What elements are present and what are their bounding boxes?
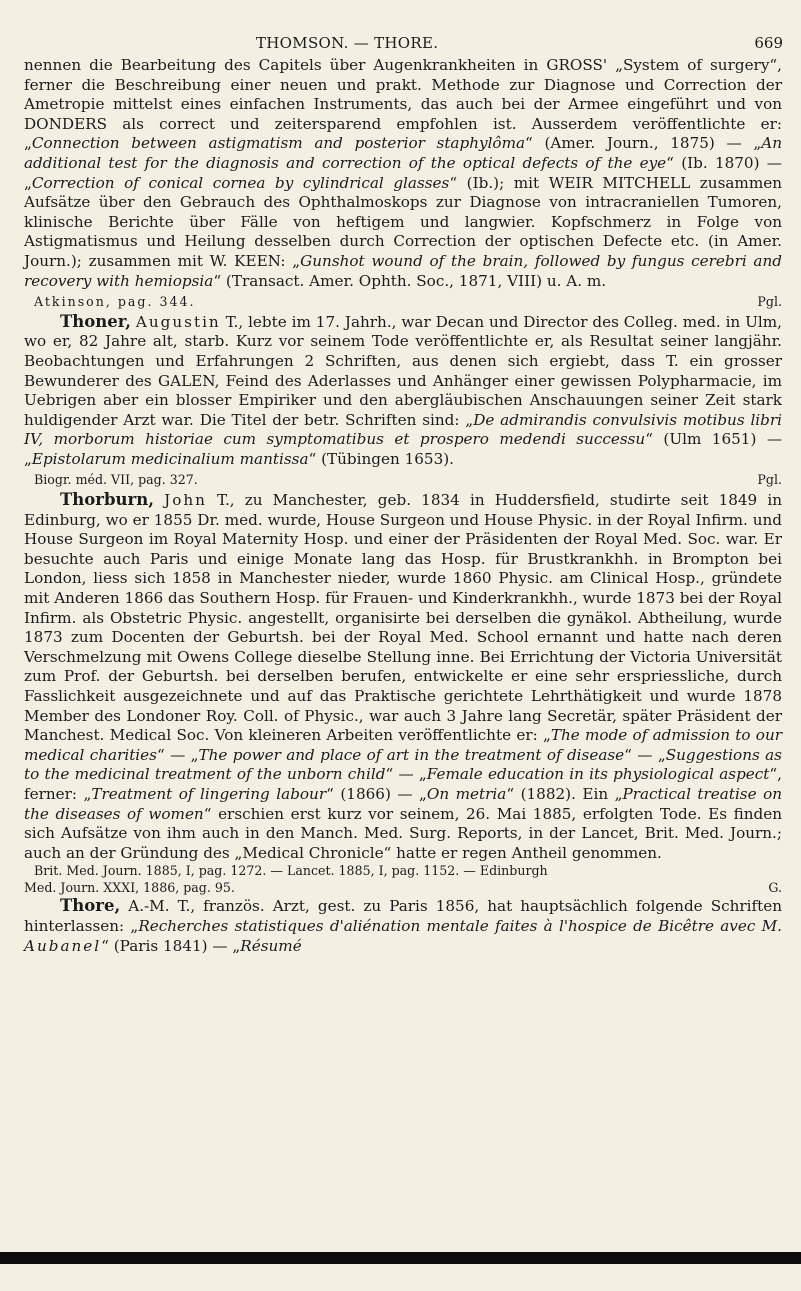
text-run: “ (Ulm 1651) — „ (24, 430, 783, 468)
entry-headword: Thorburn, (60, 490, 154, 510)
source-reference: Atkinson, pag. 344. (34, 294, 196, 310)
text-run: “ (1866) — „ (326, 784, 427, 803)
reference-line (24, 880, 782, 897)
text-run: “ (Tübingen 1653). (308, 449, 455, 468)
author-initials: Pgl. (757, 294, 782, 310)
title-italic: Practical treatise on the diseases of women (24, 784, 782, 823)
text-run: “ erschien erst kurz vor seinem, 26. Mai 1885, erfolgten Tode. Es finden sich Aufsätze von ihm auch in den Manch. Med. Surg. Reports, in der Lancet, Brit. Med. Journ.; auch an der Gründung des „Medical Chronicle“ hatte er regen Antheil genommen. (24, 804, 782, 862)
title-italic: On metria (426, 784, 507, 803)
entry-thorburn (24, 490, 782, 863)
text-run: “ — „ (385, 765, 427, 784)
running-head (0, 28, 801, 54)
title-italic: De admirandis convulsivis motibus libri IV, morborum historiae cum symptomatibus et prospero medendi successu (24, 410, 782, 449)
title-italic: Suggestions as to the medicinal treatment of the unborn child (24, 745, 782, 784)
text-run: T., zu Manchester, geb. 1834 in Huddersfield, studirte seit 1849 in Edinburg, wo er 1855 Dr. med. wurde, House Surgeon und House Physic. in der Royal Infirm. und House Surgeon im Royal Maternity Hosp. und einer der Präsidenten der Royal Med. Soc. war. Er besuchte auch Paris und einige Monate lang das Hosp. für Brustkrankhh. in Brompton bei London, liess sich 1858 in Manchester nieder, wurde 1860 Physic. am Clinical Hosp., gründete mit Anderen 1866 das Southern Hosp. für Frauen- und Kinderkrankhh., wurde 1873 bei der Royal Infirm. als Obstetric Physic. angestellt, organisirte bei derselben die gynäkol. Abtheilung, wurde 1873 zum Docenten der Geburtsh. bei der Royal Med. School ernannt und hatte nach deren Verschmelzung mit Owens College dieselbe Stellung inne. Bei Errichtung der Victoria Universität zum Prof. der Geburtsh. bei derselben berufen, entwickelte er eine sehr erspriessliche, durch Fasslichkeit ausgezeichnete und auf das Praktische gerichtete Lehrthätigkeit und wurde 1878 Member des Londoner Roy. Coll. of Physic., war auch 3 Jahre lang Secretär, später Präsident der Manchest. Medical Soc. Von kleineren Arbeiten veröffentlichte er: „ (24, 491, 783, 745)
running-title: THOMSON. — THORE. (256, 34, 439, 52)
entry-thoner (24, 312, 782, 470)
entry-given-name: John (164, 491, 207, 510)
source-reference: Biogr. méd. VII, pag. 327. (34, 472, 198, 488)
title-italic-spaced: Aubanel (24, 936, 102, 955)
title-italic: Gunshot wound of the brain, followed by fungus cerebri and recovery with hemiopsia (24, 251, 782, 290)
title-italic: An additional test for the diagnosis and correction of the optical defects of the eye (24, 134, 782, 172)
entry-headword: Thoner, (60, 311, 132, 331)
page-number: 669 (754, 34, 783, 52)
text-run: nennen die Bearbeitung des Capitels über Augenkrankheiten in GROSS' „System of surgery“, ferner die Beschreibung einer neuen und prakt. Methode zur Diagnose und Correction der Ametropie mittelst eines einfachen Instruments, das auch bei der Armee eingeführt und von DONDERS als correct und zeitersparend empfohlen ist. Ausserdem veröffentlichte er: „ (24, 56, 782, 153)
title-italic: Connection between astigmatism and posterior staphylôma (31, 134, 526, 153)
author-initials: Pgl. (757, 472, 782, 488)
text-run: “ — „ (156, 745, 199, 764)
text-run: “, ferner: „ (24, 765, 782, 803)
title-italic: Female education in its physiological aspect (426, 765, 770, 784)
entry-thore (24, 896, 782, 956)
reference-text: Med. Journ. XXXI, 1886, pag. 95. (24, 879, 235, 895)
entry-given-name: Augustin (135, 312, 221, 331)
title-italic: Epistolarum medicinalium mantissa (31, 449, 309, 468)
text-run: T., lebte im 17. Jahrh., war Decan und Director des Colleg. med. in Ulm, wo er, 82 Jahre alt, starb. Kurz vor seinem Tode veröffentlichte er, als Resultat seiner langjähr. Beobachtungen und Erfahrungen 2 Schriften, aus denen sich ergiebt, dass T. ein grosser Bewunderer des GALEN, Feind des Aderlasses und Anhänger einer gewissen Polypharmacie, im Uebrigen aber ein blosser Empiriker und den abergläubischen Anschauungen seiner Zeit stark huldigender Arzt war. Die Titel der betr. Schriften sind: „ (24, 312, 782, 429)
title-italic: Treatment of lingering labour (91, 784, 327, 803)
title-italic: The mode of admission to our medical charities (24, 726, 782, 764)
scan-edge-bar (0, 1252, 801, 1264)
text-run: “ (Ib.); mit WEIR MITCHELL zusammen Aufsätze über den Gebrauch des Ophthalmoskops zur Diagnose von intracraniellen Tumoren, klinische Berichte über Fälle von heftigem und langwier. Kopfschmerz in Folge von Astigmatismus und Heilung desselben durch Correction der optischen Defecte etc. (in Amer. Journ.); zusammen mit W. KEEN: „ (24, 173, 782, 270)
body-text (24, 56, 782, 956)
entry-headword: Thore, (60, 896, 121, 916)
text-run: “ (1882). Ein „ (506, 784, 623, 803)
text-run: “ (Ib. 1870) — „ (24, 153, 782, 192)
text-run: “ (Paris 1841) — „ (101, 936, 241, 955)
text-run: A.-M. T., französ. Arzt, gest. zu Paris 1856, hat hauptsächlich folgende Schriften hinterlassen: „ (24, 897, 782, 935)
title-italic: The power and place of art in the treatment of disease (198, 745, 625, 764)
reference-line: Brit. Med. Journ. 1885, I, pag. 1272. — Lancet. 1885, I, pag. 1152. — Edinburgh (34, 863, 548, 879)
entry-thomson-continued (24, 56, 782, 291)
signature-line (24, 292, 782, 312)
signature-line (24, 470, 782, 490)
title-italic: Correction of conical cornea by cylindrical glasses (31, 173, 450, 192)
text-run: “ — „ (624, 745, 666, 764)
text-run: “ (Amer. Journ., 1875) — „ (525, 134, 762, 153)
title-italic: Recherches statistiques d'aliénation mentale faites à l'hospice de Bicêtre avec M. (138, 916, 782, 935)
title-italic: Résumé (240, 936, 302, 955)
author-initials: G. (768, 879, 782, 895)
text-run: “ (Transact. Amer. Ophth. Soc., 1871, VIII) u. A. m. (213, 271, 607, 290)
